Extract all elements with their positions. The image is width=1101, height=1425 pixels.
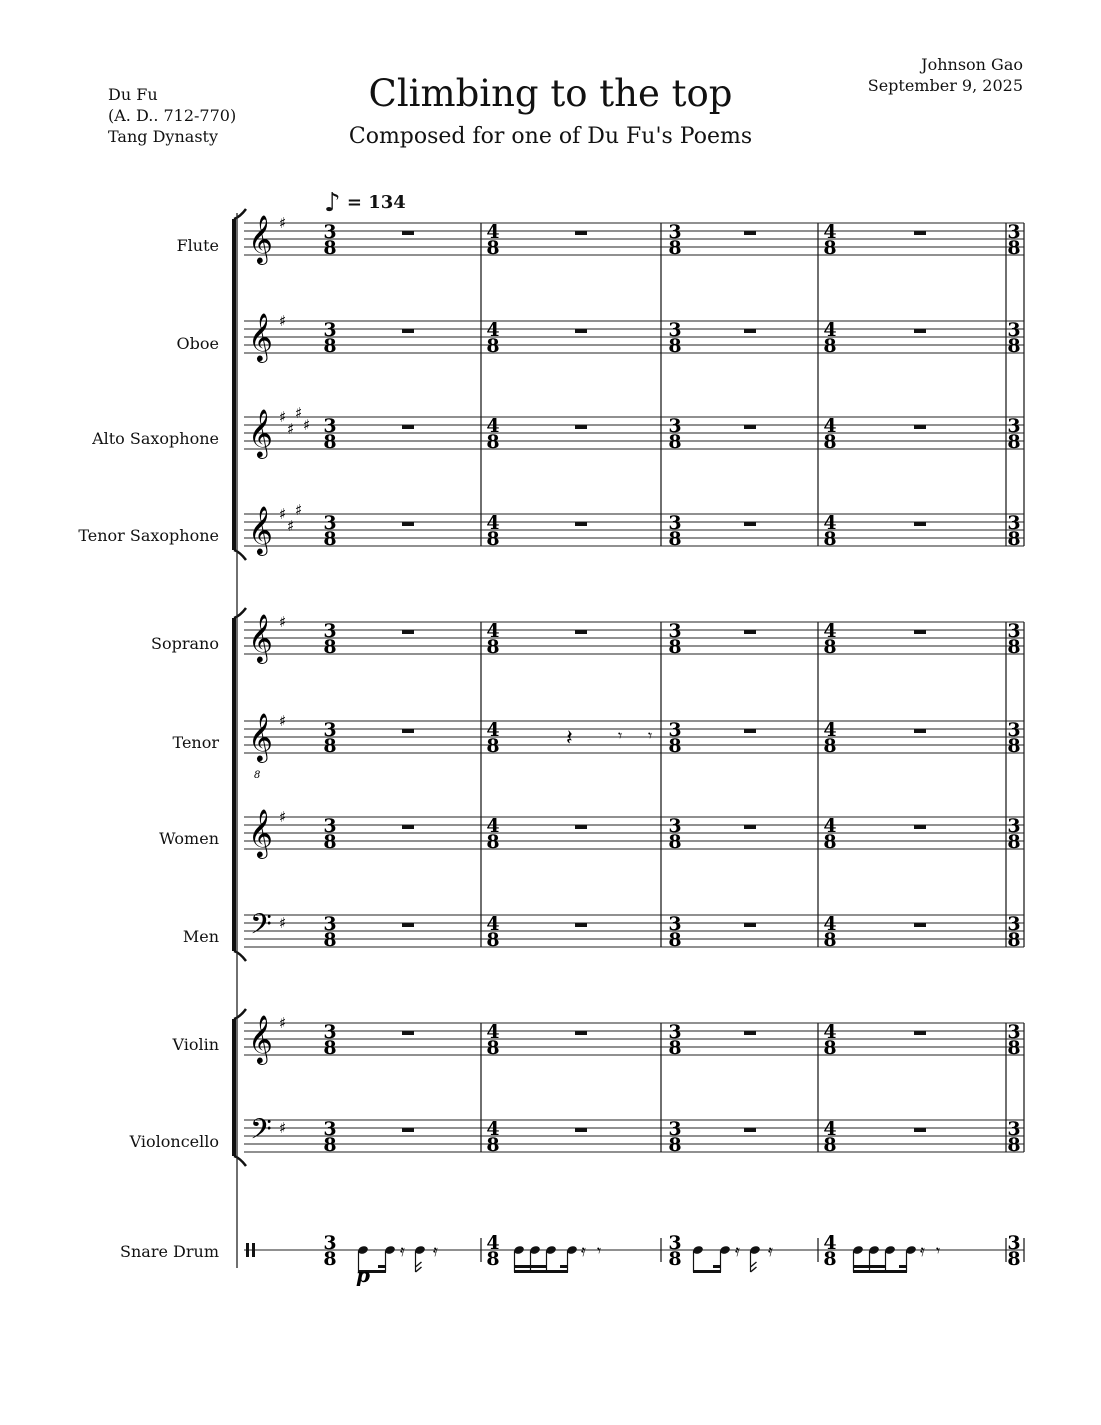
sixteenth-rest-icon: 𝄿 <box>920 1241 925 1260</box>
time-signature-denominator: 8 <box>823 431 837 453</box>
poet-dynasty: Tang Dynasty <box>108 127 218 146</box>
time-signature-numerator: 4 <box>823 719 837 741</box>
time-signature-denominator: 8 <box>1007 831 1021 853</box>
time-signature-denominator: 8 <box>823 1037 837 1059</box>
treble-clef-icon: 𝄞 <box>248 613 273 662</box>
time-signature-denominator: 8 <box>668 237 682 259</box>
note-beam <box>693 1270 721 1273</box>
octave-eight-mark: 8 <box>254 770 261 781</box>
sharp-icon: ♯ <box>279 613 287 631</box>
time-signature-numerator: 3 <box>668 719 682 741</box>
time-signature-numerator: 3 <box>668 815 682 837</box>
score-title: Climbing to the top <box>368 72 733 115</box>
time-signature-numerator: 4 <box>823 913 837 935</box>
treble-clef-icon: 𝄞 <box>248 1014 273 1063</box>
bass-clef-icon: 𝄢 <box>250 908 272 948</box>
note-beam <box>514 1265 547 1268</box>
time-signature-numerator: 3 <box>323 1232 337 1254</box>
whole-measure-rest <box>402 923 414 927</box>
whole-measure-rest <box>575 825 587 829</box>
eighth-rest-icon: 𝄾 <box>648 726 653 745</box>
time-signature-denominator: 8 <box>823 735 837 757</box>
treble-clef-icon: 𝄞 <box>248 312 273 361</box>
instrument-label-tenor-saxophone: Tenor Saxophone <box>78 526 219 545</box>
time-signature-numerator: 3 <box>668 913 682 935</box>
sharp-icon: ♯ <box>295 501 303 519</box>
time-signature-denominator: 8 <box>1007 335 1021 357</box>
time-signature-numerator: 4 <box>823 415 837 437</box>
time-signature-numerator: 4 <box>486 913 500 935</box>
percussion-clef-icon <box>246 1243 249 1257</box>
note-beam <box>514 1270 568 1273</box>
whole-measure-rest <box>914 825 926 829</box>
sharp-icon: ♯ <box>279 505 287 523</box>
sharp-icon: ♯ <box>279 408 287 426</box>
time-signature-numerator: 3 <box>323 913 337 935</box>
time-signature-denominator: 8 <box>1007 528 1021 550</box>
instrument-label-alto-saxophone: Alto Saxophone <box>92 429 219 448</box>
percussion-clef-icon <box>252 1243 255 1257</box>
sharp-icon: ♯ <box>279 214 287 232</box>
poet-dates: (A. D.. 712-770) <box>108 106 237 125</box>
time-signature-numerator: 4 <box>823 1232 837 1254</box>
time-signature-denominator: 8 <box>323 335 337 357</box>
sharp-icon: ♯ <box>279 808 287 826</box>
sharp-icon: ♯ <box>279 312 287 330</box>
time-signature-denominator: 8 <box>323 735 337 757</box>
time-signature-numerator: 4 <box>486 415 500 437</box>
note-flag <box>751 1262 757 1272</box>
time-signature-numerator: 3 <box>668 1118 682 1140</box>
sixteenth-rest-icon: 𝄿 <box>400 1241 405 1260</box>
system-bracket <box>232 618 236 951</box>
time-signature-denominator: 8 <box>486 528 500 550</box>
time-signature-denominator: 8 <box>1007 929 1021 951</box>
time-signature-denominator: 8 <box>1007 735 1021 757</box>
instrument-label-violin: Violin <box>172 1035 219 1054</box>
dynamic-piano-marking: p <box>356 1263 370 1287</box>
bracket-hook <box>234 550 246 560</box>
instrument-label-oboe: Oboe <box>176 334 219 353</box>
time-signature-numerator: 3 <box>1007 1118 1021 1140</box>
time-signature-denominator: 8 <box>668 929 682 951</box>
time-signature-denominator: 8 <box>668 831 682 853</box>
treble-clef-icon: 𝄞 <box>248 712 273 761</box>
instrument-label-flute: Flute <box>176 236 219 255</box>
time-signature-denominator: 8 <box>823 831 837 853</box>
whole-measure-rest <box>744 425 756 429</box>
time-signature-numerator: 3 <box>668 319 682 341</box>
whole-measure-rest <box>914 329 926 333</box>
instrument-label-tenor: Tenor <box>172 733 219 752</box>
note-beam <box>853 1265 886 1268</box>
time-signature-numerator: 3 <box>668 620 682 642</box>
time-signature-numerator: 3 <box>1007 512 1021 534</box>
eighth-rest-icon: 𝄾 <box>597 1241 602 1260</box>
time-signature-numerator: 4 <box>486 512 500 534</box>
whole-measure-rest <box>575 522 587 526</box>
time-signature-denominator: 8 <box>1007 636 1021 658</box>
time-signature-numerator: 3 <box>1007 1232 1021 1254</box>
whole-measure-rest <box>402 425 414 429</box>
time-signature-numerator: 4 <box>823 815 837 837</box>
time-signature-denominator: 8 <box>823 1134 837 1156</box>
time-signature-denominator: 8 <box>323 237 337 259</box>
time-signature-numerator: 4 <box>486 1118 500 1140</box>
note-beam <box>378 1265 386 1268</box>
whole-measure-rest <box>914 425 926 429</box>
time-signature-denominator: 8 <box>823 237 837 259</box>
time-signature-numerator: 3 <box>1007 221 1021 243</box>
time-signature-numerator: 3 <box>323 512 337 534</box>
whole-measure-rest <box>914 522 926 526</box>
sixteenth-rest-icon: 𝄿 <box>433 1241 438 1260</box>
sharp-icon: ♯ <box>303 416 311 434</box>
whole-measure-rest <box>402 329 414 333</box>
whole-measure-rest <box>744 923 756 927</box>
treble-clef-icon: 𝄞 <box>248 214 273 263</box>
whole-measure-rest <box>575 1031 587 1035</box>
quarter-rest-icon: 𝄽 <box>566 726 573 751</box>
time-signature-numerator: 4 <box>486 620 500 642</box>
time-signature-numerator: 3 <box>323 1021 337 1043</box>
time-signature-numerator: 4 <box>823 620 837 642</box>
time-signature-numerator: 3 <box>1007 1021 1021 1043</box>
whole-measure-rest <box>914 1128 926 1132</box>
time-signature-denominator: 8 <box>486 735 500 757</box>
note-beam <box>899 1265 907 1268</box>
time-signature-numerator: 3 <box>323 1118 337 1140</box>
whole-measure-rest <box>402 522 414 526</box>
whole-measure-rest <box>744 1031 756 1035</box>
whole-measure-rest <box>575 1128 587 1132</box>
time-signature-denominator: 8 <box>486 1134 500 1156</box>
whole-measure-rest <box>744 630 756 634</box>
whole-measure-rest <box>575 231 587 235</box>
whole-measure-rest <box>575 329 587 333</box>
time-signature-denominator: 8 <box>668 528 682 550</box>
time-signature-denominator: 8 <box>823 636 837 658</box>
whole-measure-rest <box>402 1031 414 1035</box>
whole-measure-rest <box>914 231 926 235</box>
system-bracket <box>232 219 236 550</box>
time-signature-numerator: 3 <box>1007 913 1021 935</box>
whole-measure-rest <box>402 231 414 235</box>
sharp-icon: ♯ <box>279 712 287 730</box>
time-signature-denominator: 8 <box>486 831 500 853</box>
time-signature-denominator: 8 <box>823 1248 837 1270</box>
whole-measure-rest <box>744 231 756 235</box>
instrument-label-women: Women <box>159 829 219 848</box>
time-signature-numerator: 4 <box>823 1021 837 1043</box>
time-signature-numerator: 3 <box>1007 719 1021 741</box>
instrument-label-snare-drum: Snare Drum <box>120 1242 219 1261</box>
time-signature-numerator: 3 <box>1007 620 1021 642</box>
whole-measure-rest <box>914 630 926 634</box>
time-signature-numerator: 4 <box>486 815 500 837</box>
whole-measure-rest <box>402 729 414 733</box>
time-signature-denominator: 8 <box>486 1248 500 1270</box>
time-signature-denominator: 8 <box>823 929 837 951</box>
eighth-rest-icon: 𝄾 <box>936 1241 941 1260</box>
time-signature-denominator: 8 <box>823 528 837 550</box>
note-beam <box>853 1270 907 1273</box>
composition-date: September 9, 2025 <box>867 76 1023 95</box>
time-signature-denominator: 8 <box>323 929 337 951</box>
time-signature-numerator: 4 <box>823 1118 837 1140</box>
time-signature-denominator: 8 <box>668 1134 682 1156</box>
treble-clef-icon: 𝄞 <box>248 808 273 857</box>
time-signature-denominator: 8 <box>323 1037 337 1059</box>
time-signature-denominator: 8 <box>823 335 837 357</box>
time-signature-denominator: 8 <box>323 1248 337 1270</box>
time-signature-numerator: 4 <box>486 319 500 341</box>
instrument-label-men: Men <box>182 927 219 946</box>
time-signature-numerator: 3 <box>1007 415 1021 437</box>
whole-measure-rest <box>914 729 926 733</box>
time-signature-denominator: 8 <box>486 335 500 357</box>
time-signature-denominator: 8 <box>668 1037 682 1059</box>
eighth-rest-icon: 𝄾 <box>618 726 623 745</box>
time-signature-denominator: 8 <box>486 929 500 951</box>
tempo-value: = 134 <box>346 192 406 213</box>
time-signature-denominator: 8 <box>668 1248 682 1270</box>
sharp-icon: ♯ <box>287 420 295 438</box>
time-signature-numerator: 3 <box>668 1232 682 1254</box>
time-signature-denominator: 8 <box>323 831 337 853</box>
time-signature-denominator: 8 <box>323 636 337 658</box>
sharp-icon: ♯ <box>279 914 287 932</box>
time-signature-denominator: 8 <box>323 431 337 453</box>
time-signature-numerator: 3 <box>668 221 682 243</box>
sharp-icon: ♯ <box>295 404 303 422</box>
whole-measure-rest <box>575 923 587 927</box>
poet-name: Du Fu <box>108 85 158 104</box>
time-signature-numerator: 3 <box>323 221 337 243</box>
whole-measure-rest <box>402 825 414 829</box>
whole-measure-rest <box>744 825 756 829</box>
sharp-icon: ♯ <box>279 1119 287 1137</box>
time-signature-denominator: 8 <box>323 528 337 550</box>
eighth-note-icon: ♪ <box>324 188 341 218</box>
time-signature-numerator: 4 <box>486 719 500 741</box>
system-bracket <box>232 1019 236 1156</box>
whole-measure-rest <box>744 329 756 333</box>
time-signature-numerator: 3 <box>668 415 682 437</box>
instrument-label-soprano: Soprano <box>151 634 219 653</box>
whole-measure-rest <box>914 923 926 927</box>
time-signature-denominator: 8 <box>668 431 682 453</box>
time-signature-numerator: 3 <box>323 319 337 341</box>
time-signature-denominator: 8 <box>668 735 682 757</box>
sixteenth-rest-icon: 𝄿 <box>735 1241 740 1260</box>
whole-measure-rest <box>402 630 414 634</box>
note-beam <box>713 1265 721 1268</box>
time-signature-denominator: 8 <box>1007 431 1021 453</box>
sharp-icon: ♯ <box>287 517 295 535</box>
time-signature-denominator: 8 <box>1007 1134 1021 1156</box>
whole-measure-rest <box>914 1031 926 1035</box>
whole-measure-rest <box>575 630 587 634</box>
time-signature-numerator: 4 <box>823 319 837 341</box>
time-signature-denominator: 8 <box>1007 1248 1021 1270</box>
time-signature-numerator: 3 <box>668 512 682 534</box>
time-signature-numerator: 4 <box>486 1232 500 1254</box>
whole-measure-rest <box>744 522 756 526</box>
time-signature-numerator: 4 <box>823 221 837 243</box>
sharp-icon: ♯ <box>279 1014 287 1032</box>
whole-measure-rest <box>744 729 756 733</box>
composer-name: Johnson Gao <box>921 55 1023 74</box>
time-signature-numerator: 3 <box>323 815 337 837</box>
time-signature-numerator: 4 <box>486 221 500 243</box>
time-signature-denominator: 8 <box>668 335 682 357</box>
bracket-hook <box>234 951 246 961</box>
time-signature-numerator: 3 <box>323 415 337 437</box>
time-signature-numerator: 4 <box>486 1021 500 1043</box>
sixteenth-rest-icon: 𝄿 <box>768 1241 773 1260</box>
time-signature-denominator: 8 <box>1007 1037 1021 1059</box>
time-signature-numerator: 3 <box>668 1021 682 1043</box>
time-signature-numerator: 3 <box>1007 319 1021 341</box>
note-flag <box>416 1262 422 1272</box>
treble-clef-icon: 𝄞 <box>248 505 273 554</box>
treble-clef-icon: 𝄞 <box>248 408 273 457</box>
time-signature-denominator: 8 <box>323 1134 337 1156</box>
bracket-hook <box>234 608 246 618</box>
note-beam <box>560 1265 568 1268</box>
time-signature-denominator: 8 <box>668 636 682 658</box>
time-signature-numerator: 3 <box>323 620 337 642</box>
sixteenth-rest-icon: 𝄿 <box>581 1241 586 1260</box>
time-signature-denominator: 8 <box>486 636 500 658</box>
time-signature-numerator: 4 <box>823 512 837 534</box>
time-signature-denominator: 8 <box>486 431 500 453</box>
bass-clef-icon: 𝄢 <box>250 1113 272 1153</box>
time-signature-denominator: 8 <box>486 1037 500 1059</box>
time-signature-denominator: 8 <box>486 237 500 259</box>
whole-measure-rest <box>402 1128 414 1132</box>
bracket-hook <box>234 1156 246 1166</box>
time-signature-denominator: 8 <box>1007 237 1021 259</box>
time-signature-numerator: 3 <box>323 719 337 741</box>
bracket-hook <box>234 209 246 219</box>
time-signature-numerator: 3 <box>1007 815 1021 837</box>
whole-measure-rest <box>575 425 587 429</box>
instrument-label-violoncello: Violoncello <box>129 1132 219 1151</box>
whole-measure-rest <box>744 1128 756 1132</box>
bracket-hook <box>234 1009 246 1019</box>
score-subtitle: Composed for one of Du Fu's Poems <box>348 124 753 149</box>
